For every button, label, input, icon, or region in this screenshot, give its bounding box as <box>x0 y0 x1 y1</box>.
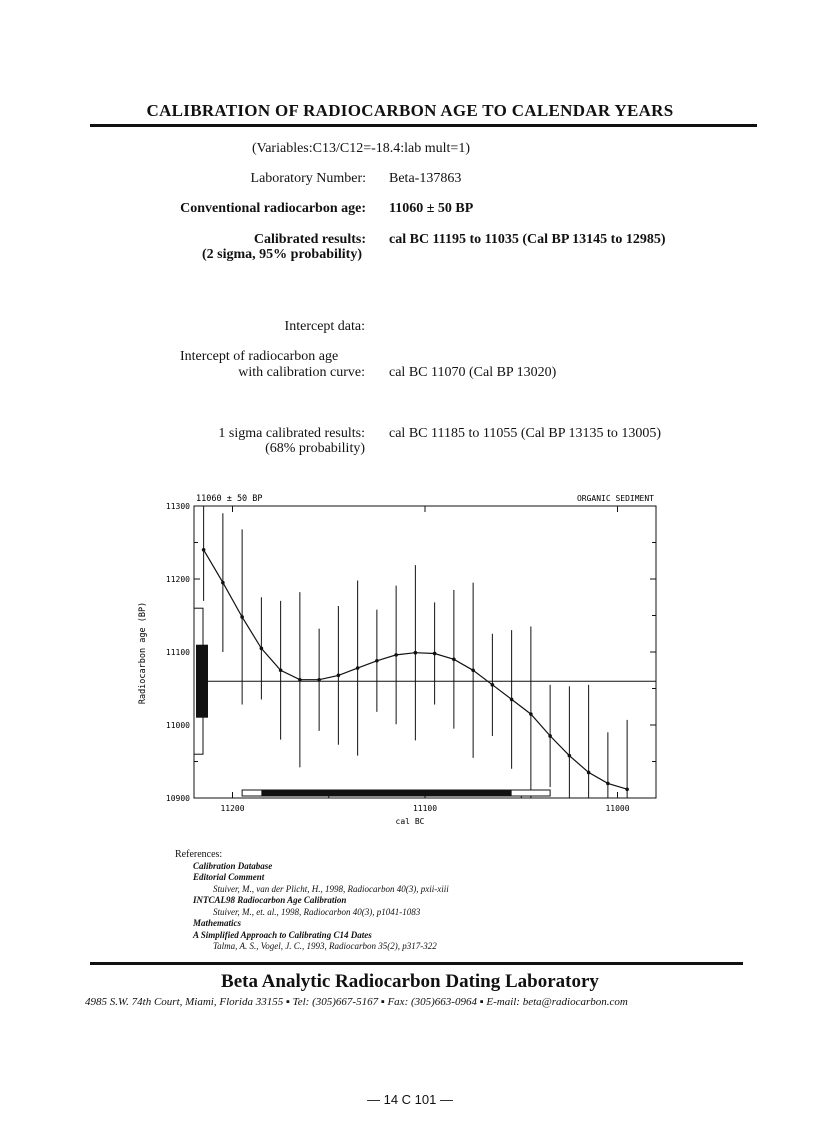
page-number: — 14 C 101 — <box>367 1092 453 1107</box>
sigma1-value: cal BC 11185 to 11055 (Cal BP 13135 to 13005) <box>389 426 662 441</box>
intercept-data-label: Intercept data: <box>284 319 365 334</box>
calibrated-label: Calibrated results: <box>253 232 366 247</box>
y-tick-label: 11100 <box>165 648 190 657</box>
y-tick-label: 11000 <box>165 721 190 730</box>
references-list <box>175 861 615 953</box>
lab-number-value: Beta-137863 <box>389 171 462 186</box>
y-tick-label: 11200 <box>165 575 190 584</box>
curve-point <box>375 659 379 663</box>
chart-y-axis-label: Radiocarbon age (BP) <box>138 601 148 705</box>
curve-point <box>568 754 572 758</box>
sigma1-range-bar <box>261 790 511 796</box>
sigma1-label: 1 sigma calibrated results: <box>218 426 365 441</box>
title-rule <box>90 124 757 127</box>
curve-point <box>240 615 244 619</box>
curve-point <box>433 652 437 656</box>
curve-point <box>221 581 225 585</box>
x-tick-label: 11100 <box>412 804 438 813</box>
reference-title: Mathematics <box>193 918 242 928</box>
conv-age-value: 11060 ± 50 BP <box>389 201 474 216</box>
curve-point <box>452 658 456 662</box>
intercept-label-2: with calibration curve: <box>238 365 365 380</box>
references-heading: References: <box>175 849 223 860</box>
reference-citation: Talma, A. S., Vogel, J. C., 1993, Radiocarbon 35(2), p317-322 <box>213 941 437 951</box>
curve-point <box>337 674 341 678</box>
intercept-value: cal BC 11070 (Cal BP 13020) <box>389 365 557 380</box>
reference-title: INTCAL98 Radiocarbon Age Calibration <box>193 895 347 905</box>
curve-point <box>491 683 495 687</box>
curve-point <box>625 787 629 791</box>
chart-header-left: 11060 ± 50 BP <box>196 494 263 504</box>
page-title: CALIBRATION OF RADIOCARBON AGE TO CALENDAR YEARS <box>146 101 674 120</box>
curve-point <box>356 666 360 670</box>
reference-title: Calibration Database <box>193 860 273 871</box>
plot-frame <box>194 506 656 798</box>
curve-point <box>548 734 552 738</box>
age-distribution-1sigma <box>196 645 208 718</box>
lab-number-label: Laboratory Number: <box>250 171 366 186</box>
curve-point <box>587 771 591 775</box>
chart-header-right: ORGANIC SEDIMENT <box>576 494 654 503</box>
curve-point <box>529 712 533 716</box>
intercept-label-1: Intercept of radiocarbon age <box>180 349 339 364</box>
x-tick-label: 11200 <box>220 804 245 813</box>
footer-rule <box>90 962 743 965</box>
calibrated-sub: (2 sigma, 95% probability) <box>202 247 362 262</box>
curve-point <box>414 651 418 655</box>
curve-point <box>471 668 475 672</box>
reference-title: Editorial Comment <box>193 872 265 882</box>
variables-text: (Variables:C13/C12=-18.4:lab mult=1) <box>252 141 470 156</box>
footer-lab-name: Beta Analytic Radiocarbon Dating Laboratory <box>221 971 599 992</box>
curve-point <box>510 698 514 702</box>
footer-address: 4985 S.W. 74th Court, Miami, Florida 33155 ▪ Tel: (305)667-5167 ▪ Fax: (305)663-0964 ▪ E-mail: beta@radiocarbon.com <box>85 996 628 1008</box>
y-tick-label: 10900 <box>165 794 190 803</box>
curve-point <box>202 548 206 552</box>
reference-citation: Stuiver, M., van der Plicht, H., 1998, Radiocarbon 40(3), pxii-xiii <box>213 883 449 894</box>
calibrated-value: cal BC 11195 to 11035 (Cal BP 13145 to 12985) <box>389 232 666 247</box>
sigma1-sub: (68% probability) <box>265 441 365 456</box>
calibration-chart <box>130 488 670 833</box>
chart-x-axis-label: cal BC <box>395 817 425 826</box>
x-tick-label: 11000 <box>605 804 630 813</box>
reference-citation: Stuiver, M., et. al., 1998, Radiocarbon 40(3), p1041-1083 <box>213 906 421 917</box>
curve-point <box>394 653 398 657</box>
conv-age-label: Conventional radiocarbon age: <box>180 201 366 216</box>
y-tick-label: 11300 <box>165 502 190 511</box>
curve-point <box>606 782 610 786</box>
curve-point <box>279 668 283 672</box>
curve-point <box>260 647 264 651</box>
reference-title: A Simplified Approach to Calibrating C14 Dates <box>193 929 372 940</box>
references-block <box>175 849 615 953</box>
